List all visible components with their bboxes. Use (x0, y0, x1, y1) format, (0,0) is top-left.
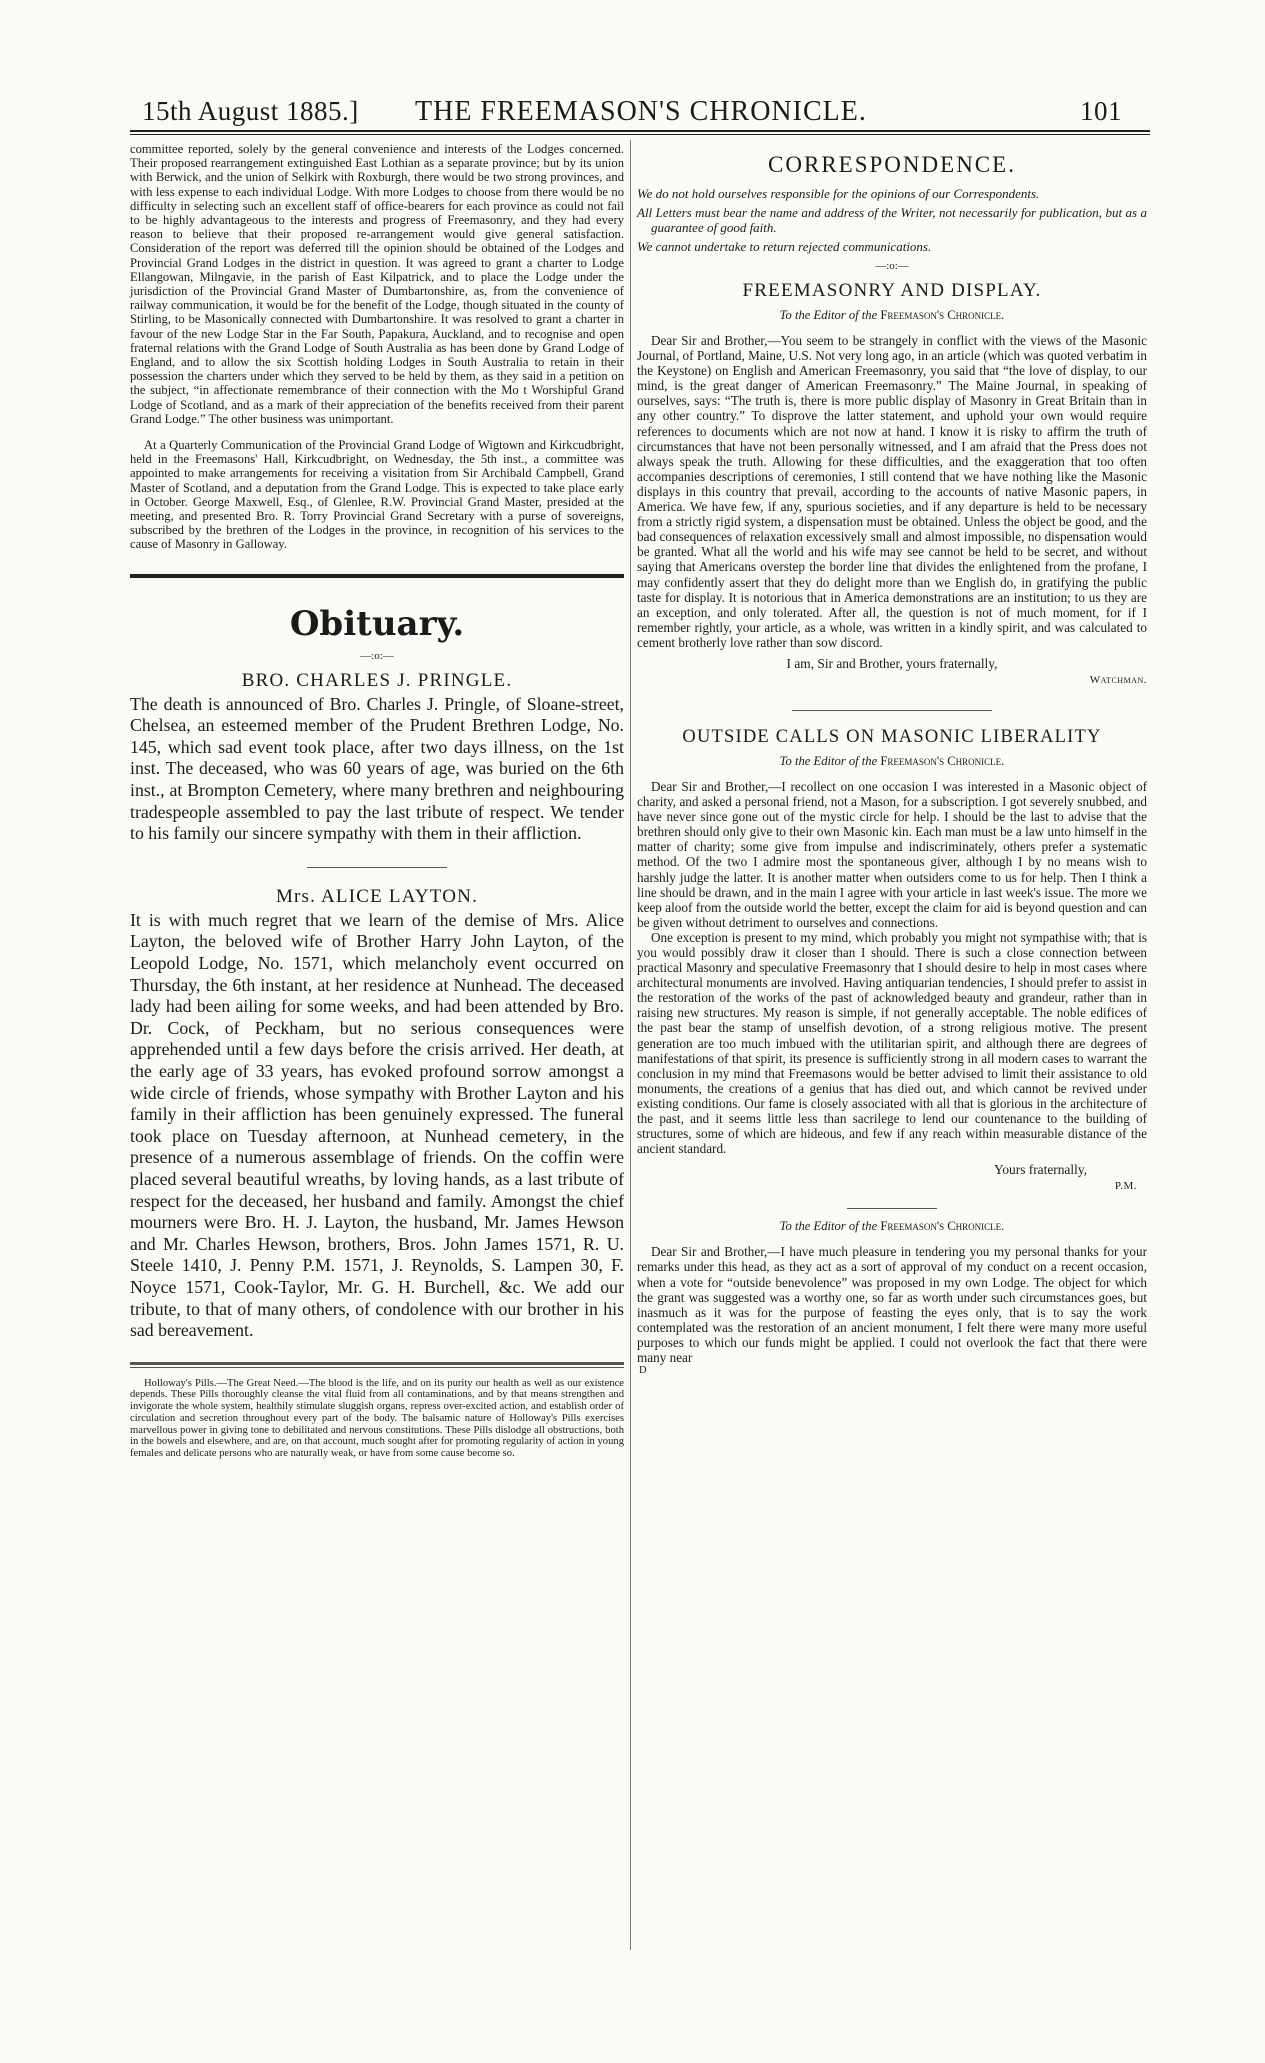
correspondence-separator: —:o:— (875, 260, 909, 272)
left-column (130, 142, 624, 1460)
obituary-rule (130, 574, 624, 578)
display-closing: I am, Sir and Brother, yours fraternally, (786, 655, 998, 671)
right-column (637, 142, 1147, 1377)
addressee-paper: Freemason's Chronicle. (880, 308, 1005, 322)
layton-text: It is with much regret that we learn of the demise of Mrs. Alice Layton, the beloved wife of Brother Harry John Layton, of the Leopold Lodge, No. 1571, which melancholy event occurred on Thursday, the 6th instant, at her residence at Nunhead. The deceased lady had been ailing for some weeks, and had been attended by Bro. Dr. Cock, of Peckham, but no serious consequences were apprehended until a few days before the crisis arrived. Her death, at the early age of 33 years, has evoked profound sorrow amongst a wide circle of friends, whose sympathy with Brother Layton and his family in their affliction has been genuinely expressed. The funeral took place on Tuesday afternoon, at Nunhead cemetery, in the presence of a numerous assemblage of friends. On the coffin were placed several beautiful wreaths, by loving hands, as a last tribute of respect for the deceased, her husband and family. Amongst the chief mourners were Bro. H. J. Layton, the husband, Mr. James Hewson and Mr. Charles Hewson, brothers, Bros. John James 1571, R. U. Steele 1410, J. Penny P.M. 1571, J. Reynolds, S. Lampen 30, F. Noyce 1571, Cook-Taylor, Mr. G. H. Burchell, &c. We add our tribute, to that of many others, of condolence with our brother in his sad bereavement. (130, 909, 624, 1341)
liberality-paragraph-2: One exception is present to my mind, which probably you might not sympathise with; that is you would possibly draw it closer than I should. There is such a close connection between practical Masonry and speculative Freemasonry that I should desire to help in most cases where architectural monuments are involved. Having antiquarian tendencies, I should prefer to assist in the restoration of the works of the past of acknowledged beauty and grandeur, rather than in raising new structures. My reason is simple, if not generally acceptable. The noble edifices of the past bear the stamp of unselfish devotion, of a strong religious motive. The present generation are too much imbued with the utilitarian spirit, and although there are degrees of manifestations of that spirit, its presence is sufficiently strong in all modern cases to warrant the conclusion in my mind that Freemasons would be better advised to limit their assistance to old monuments, the creations of a genius that has died out, and which cannot be revived under existing conditions. Our fame is closely associated with all that is glorious in the architecture of the past, and it seems little less than sacrilege to lend our countenance to the building of structures, some of which are hideous, and few if any reach within measurable distance of the ancient standard. (637, 929, 1147, 1157)
report-continued: committee reported, solely by the general convenience and interests of the Lodges concerned. Their proposed rearrangement extinguished East Lothian as a separate province; but by its union with Berwick, and the union of Selkirk with Roxburgh, there would be two strong provinces, and with less expense to each individual Lodge. With more Lodges to choose from there would be no difficulty in selecting such an excellent staff of office-bearers for each province as could not fail to be highly advantageous to the interests and progress of Freemasonry, and they had every reason to believe that their proposed re-arrangement would give general satisfaction. Consideration of the report was deferred till the opinion should be obtained of the Lodges and Provincial Grand Lodges in the district in question. It was agreed to grant a charter to Lodge Ellangowan, Milngavie, in the parish of East Kilpatrick, and to place the Lodge under the jurisdiction of the Provincial Grand Master of Dumbartonshire, as, from the convenience of railway communication, it would be for the benefit of the Lodge, though situated in the county of Stirling, to be Masonically connected with Dumbartonshire. It was resolved to grant a charter in favour of the new Lodge Star in the Far South, Papakura, Auckland, and to recognise and open fraternal relations with the Grand Lodge of South Australia as has been done by Grand Lodge of England, and to allow the six Scottish holding Lodges in South Australia to retain in their possession the charters under which they served to be held by them, as they said in a petition on the subject, “in affectionate remembrance of their connection with the Mo t Worshipful Grand Lodge of Scotland, and as a mark of their appreciation of the benefits received from their parent Grand Lodge.” The other business was unimportant. (130, 142, 624, 426)
correspondence-heading: CORRESPONDENCE. (768, 152, 1016, 177)
advert-rule (130, 1362, 624, 1365)
pringle-heading: BRO. CHARLES J. PRINGLE. (241, 669, 513, 691)
addressee-paper: Freemason's Chronicle. (880, 753, 1005, 768)
addressee-prefix: To the Editor of the (779, 308, 878, 322)
notice-name-address: All Letters must bear the name and address of the Writer, not necessarily for publication, but as a guarantee of good faith. (637, 205, 1147, 235)
page-number: 101 (1080, 96, 1122, 126)
notice-responsibility: We do not hold ourselves responsible for the opinions of our Correspondents. (637, 186, 1040, 201)
obituary-separator: —:o:— (360, 649, 394, 662)
advert-rule-thin (130, 1367, 624, 1368)
holloway-advert: Holloway's Pills.—The Great Need.—The blood is the life, and on its purity our health as well as our existence depends. These Pills thoroughly cleanse the vital fluid from all contaminations, and by that means strengthen and invigorate the whole system, healthily stimulate sluggish organs, repress over-excited action, and establish order of circulation and secretion throughout every part of the body. The balsamic nature of Holloway's Pills exercises marvellous power in giving tone to debilitated and nervous constitutions. These Pills dislodge all obstructions, both in the bowels and elsewhere, and are, on that account, much sought after for promoting regularity of action in young females and delicate persons who are naturally weak, or have from some cause become so. (130, 1377, 624, 1459)
header-rule-thin (130, 134, 1150, 135)
layton-heading: Mrs. ALICE LAYTON. (275, 885, 479, 907)
quarterly-communication: At a Quarterly Communication of the Provincial Grand Lodge of Wigtown and Kirkcudbright, held in the Freemasons' Hall, Kirkcudbright, on Wednesday, the 5th inst., a committee was appointed to make arrangements for receiving a visitation from Sir Archibald Campbell, Grand Master of Scotland, and a deputation from the Grand Lodge. This is expected to take place early in October. George Maxwell, Esq., of Glenlee, R.W. Provincial Grand Master, presided at the meeting, and presented Bro. R. Torry Provincial Grand Secretary with a purse of sovereigns, subscribed by the brethren of the Lodges in the province, in recognition of his services to the cause of Masonry in Galloway. (130, 438, 624, 552)
liberality-addressee (637, 754, 1147, 769)
display-letter: Dear Sir and Brother,—You seem to be strangely in conflict with the views of the Masonic Journal, of Portland, Maine, U.S. Not very long ago, in an article (which was quoted verbatim in the Keystone) on English and American Freemasonry, you said that “the love of display, to our mind, is the great danger of American Freemasonry.” The Maine Journal, in speaking of ourselves, says: “The truth is, there is more public display of Masonry in Great Britain than in any other country.” To disprove the latter statement, and uphold your own would require references to documents which are not now at hand. I know it is risky to affirm the truth of circumstances that have not been personally witnessed, and I am afraid that the Press does not always speak the truth. Allowing for these difficulties, and the exaggeration that too often accompanies descriptions of ceremonies, I still contend that we have nothing like the Masonic displays in this country that prevail, according to the accounts of native Masonic papers, in America. We have few, if any, spurious societies, and if any departure is held to be necessary from a strictly rigid system, a dispensation must be obtained. Unless the object be good, and the bad consequences of relaxation excessively small and almost impossible, no dispensation would be granted. What all the world and his wife may see cannot be held to be secret, and without saying that Americans overstep the border line that divides the enlightened from the profane, I may confidently assert that they do delight more than we English do, in gratifying the public taste for display. It is notorious that in America demonstrations are an institution; to us they are an exception, and only tolerated. After all, the question is not of much moment, for if I remember rightly, your article, as a whole, was written in a kindly spirit, and was calculated to cement brotherly love rather than sow discord. (637, 333, 1147, 650)
display-addressee (637, 308, 1147, 323)
liberality-closing: Yours fraternally, (994, 1162, 1087, 1178)
letter3-addressee (637, 1219, 1147, 1234)
liberality-paragraph-1: Dear Sir and Brother,—I recollect on one occasion I was interested in a Masonic object of charity, and asked a personal friend, not a Mason, for a subscription. I got severely snubbed, and have never since gone out of the mystic circle for help. I should be the last to advise that the brethren should only give to their own Masonic kin. Each man must be a law unto himself in the matter of charity; some give from impulse and indiscriminately, others prefer a systematic method. Of the two I admire most the spontaneous giver, although I by no means wish to harshly judge the latter. It is another matter when outsiders come to us for help. Then I think a line should be drawn, and in the main I agree with your article in last week's issue. The more we keep aloof from the outside world the better, except the claim for aid is beyond question and can be given without detriment to ourselves and connections. (637, 778, 1147, 930)
display-heading: FREEMASONRY AND DISPLAY. (742, 280, 1042, 301)
addressee-prefix: To the Editor of the (779, 1219, 878, 1234)
liberality-signature: P.M. (1114, 1180, 1137, 1193)
issue-date: 15th August 1885.] (142, 96, 359, 126)
letter-divider (792, 710, 992, 711)
letter3-text: Dear Sir and Brother,—I have much pleasure in tendering you my personal thanks for your remarks under this head, as they act as a sort of approval of my conduct on a recent occasion, when a vote for “outside benevolence” was proposed in my own Lodge. The object for which the grant was suggested was a worthy one, so far as worth under such circumstances goes, but inasmuch as it was for the purpose of feasting the eyes only, that is to say the work contemplated was the restoration of an ancient monument, I felt there were many more useful purposes to which our funds might be applied. I could not overlook the fact that there were many near (637, 1244, 1147, 1365)
letter-divider-2 (847, 1208, 937, 1209)
masthead-title: THE FREEMASON'S CHRONICLE. (415, 96, 867, 127)
liberality-heading: OUTSIDE CALLS ON MASONIC LIBERALITY (682, 726, 1102, 747)
addressee-paper: Freemason's Chronicle. (880, 1219, 1005, 1234)
header-rule (130, 130, 1150, 132)
display-signature: Watchman. (1089, 673, 1147, 686)
obituary-title: Obituary. (289, 603, 465, 644)
notice-rejected: We cannot undertake to return rejected communications. (637, 239, 932, 254)
running-header (130, 96, 1150, 134)
pringle-text: The death is announced of Bro. Charles J. Pringle, of Sloane-street, Chelsea, an esteemed member of the Prudent Brethren Lodge, No. 145, which sad event took place, after two days illness, on the 1st inst. The deceased, who was 60 years of age, was buried on the 6th inst., at Brompton Cemetery, where many brethren and neighbouring tradespeople assembled to pay the last tribute of respect. We tender to his family our sincere sympathy with them in their affliction. (130, 693, 624, 844)
catchword: D (639, 1365, 647, 1377)
addressee-prefix: To the Editor of the (779, 753, 878, 768)
obituary-divider (307, 867, 447, 868)
column-divider (630, 140, 631, 1950)
